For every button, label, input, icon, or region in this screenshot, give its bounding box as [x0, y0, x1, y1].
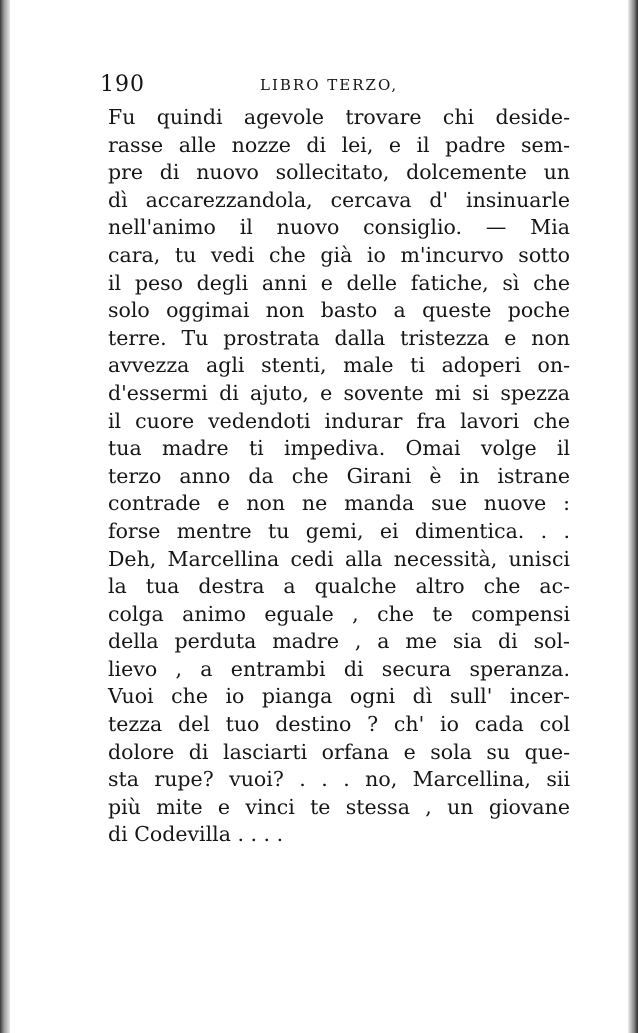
text-line: forse mentre tu gemi, ei dimentica. . .: [108, 518, 570, 543]
body-text: [108, 104, 570, 849]
text-line: della perduta madre , a me sia di sol-: [108, 629, 570, 654]
page-gutter-right: [628, 0, 638, 1033]
text-line: cara, tu vedi che già io m'incurvo sotto: [108, 242, 570, 267]
text-line: Deh, Marcellina cedi alla necessità, unisci: [108, 546, 570, 571]
text-line: terre. Tu prostrata dalla tristezza e non: [108, 325, 570, 350]
text-line: nell'animo il nuovo consiglio. — Mia: [108, 215, 570, 240]
text-line: il peso degli anni e delle fatiche, sì che: [108, 270, 570, 295]
text-line: Vuoi che io pianga ogni dì sull' incer-: [108, 684, 570, 709]
text-line: pre di nuovo sollecitato, dolcemente un: [108, 160, 570, 185]
text-line: lievo , a entrambi di secura speranza.: [108, 656, 570, 681]
text-line: tezza del tuo destino ? ch' io cada col: [108, 712, 570, 737]
text-line: tua madre ti impediva. Omai volge il: [108, 436, 570, 461]
text-line: Fu quindi agevole trovare chi deside-: [108, 105, 570, 129]
text-line: avvezza agli stenti, male ti adoperi on-: [108, 353, 570, 378]
text-line: il cuore vedendoti indurar fra lavori che: [108, 408, 570, 433]
text-line: dolore di lasciarti orfana e sola su que-: [108, 739, 570, 764]
text-line: di Codevilla . . . .: [108, 822, 284, 847]
text-line: solo oggimai non basto a queste poche: [108, 298, 570, 323]
page-number: 190: [100, 72, 145, 97]
text-line: dì accarezzandola, cercava d' insinuarle: [108, 187, 570, 212]
text-line: sta rupe? vuoi? . . . no, Marcellina, sii: [108, 767, 570, 792]
page-gutter-left: [0, 0, 10, 1033]
running-title: LIBRO TERZO,: [260, 76, 399, 94]
text-line: terzo anno da che Girani è in istrane: [108, 463, 570, 488]
page-header: [100, 72, 560, 102]
text-line: rasse alle nozze di lei, e il padre sem-: [108, 132, 570, 157]
text-line: colga animo eguale , che te compensi: [108, 601, 570, 626]
text-line: più mite e vinci te stessa , un giovane: [108, 794, 570, 819]
text-line: d'essermi di ajuto, e sovente mi si spezza: [108, 380, 570, 405]
text-line: la tua destra a qualche altro che ac-: [108, 574, 570, 599]
text-line: contrade e non ne manda sue nuove :: [108, 491, 570, 516]
